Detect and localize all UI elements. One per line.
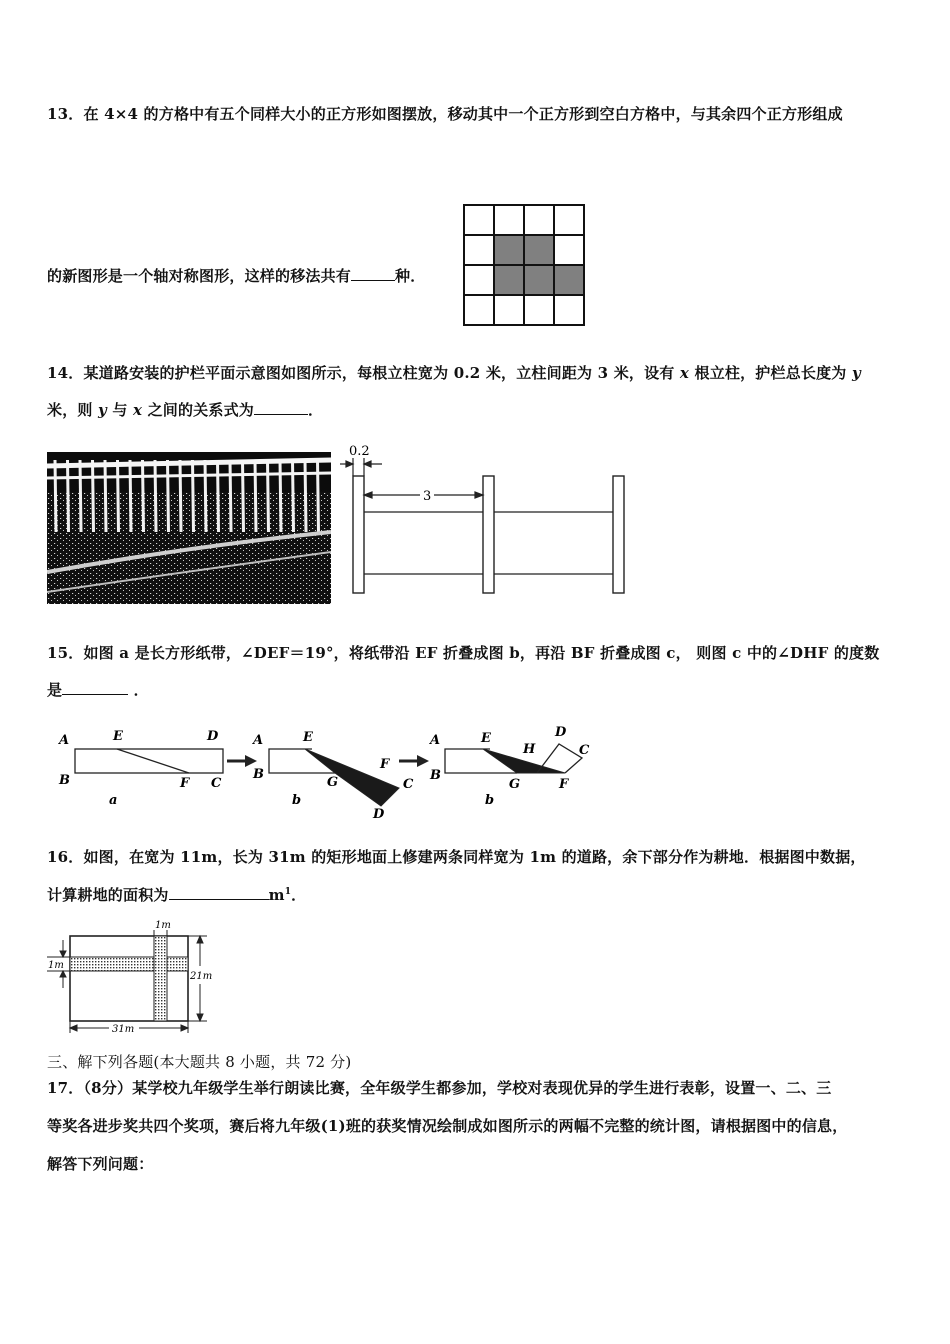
section-3-heading: 三、解下列各题(本大题共 8 小题，共 72 分) (47, 1053, 352, 1071)
q14-var-y-2: y (98, 401, 107, 419)
q15-text-b: ． (128, 681, 149, 699)
railing-bar (230, 460, 231, 532)
grid-cell-empty (524, 205, 554, 235)
fig-b-caption: b (292, 793, 302, 808)
grid-cell-empty (494, 205, 524, 235)
post-1 (353, 476, 364, 593)
road-vertical (154, 936, 167, 1021)
q17-line1: 17．（8分）某学校九年级学生举行朗读比赛，全年级学生都参加，学校对表现优异的学生进行表彰，设置一、二、三 (47, 1079, 832, 1097)
railing-bar (180, 460, 181, 532)
grid-cell-filled (494, 235, 524, 265)
fig-c-label-H: H (523, 742, 536, 757)
railing-bar (155, 460, 156, 532)
q14-line1 (47, 362, 861, 383)
road-horizontal (70, 957, 188, 971)
fig-a-label-D: D (207, 729, 219, 744)
grid-cell-empty (464, 235, 494, 265)
railing-bar (205, 460, 206, 532)
grid-cell-empty (464, 295, 494, 325)
railing-photo (47, 452, 331, 604)
q15-text-a: 是 (47, 681, 63, 699)
q16-answer-blank (169, 885, 269, 900)
q17-line3: 解答下列问题： (47, 1155, 154, 1173)
field-rect (70, 936, 188, 1021)
q13-answer-blank (351, 266, 395, 281)
fig-a-label-F: F (180, 776, 190, 791)
q15-answer-blank (62, 680, 128, 695)
q16-field-figure (47, 916, 227, 1038)
label-post-width: 0.2 (349, 444, 370, 459)
railing-bar (305, 460, 306, 532)
q16-unit: m (268, 886, 285, 904)
railing-bar (280, 460, 281, 532)
fig-c-caption: b (485, 793, 495, 808)
grid-cell-empty (554, 205, 584, 235)
grid-cell-empty (464, 205, 494, 235)
railing-bar (118, 460, 119, 532)
q16-text-a: 计算耕地的面积为 (47, 886, 169, 904)
q13-text-b: 种． (395, 267, 426, 285)
fig-b-label-B: B (253, 767, 264, 782)
railing-bar (268, 460, 269, 532)
grid-cell-empty (494, 295, 524, 325)
post-3 (613, 476, 624, 593)
dim-height: 21m (190, 971, 213, 982)
railing-bar (80, 460, 81, 532)
q16-text-c: ． (291, 886, 307, 904)
railing-bar (143, 460, 144, 532)
q14-answer-blank (254, 400, 308, 415)
grid-cell-empty (554, 235, 584, 265)
railing-schematic (340, 440, 640, 600)
fig-a-caption: a (109, 793, 118, 808)
fig-c-label-D: D (555, 725, 567, 740)
fig-b-label-A: A (253, 733, 264, 748)
railing-bar (105, 460, 106, 532)
fig-c-label-B: B (430, 768, 441, 783)
label-post-gap: 3 (423, 489, 432, 504)
grid-cell-filled (524, 265, 554, 295)
fig-b-label-G: G (327, 775, 339, 790)
railing-bar (130, 460, 131, 532)
q16-unit-sup: 1 (284, 887, 292, 897)
arrow-a-to-b (245, 755, 257, 767)
q14-text-4: 与 (106, 401, 133, 419)
fig-a-label-C: C (211, 776, 222, 791)
fig-c-label-F: F (559, 777, 569, 792)
railing-bar (55, 460, 56, 532)
q14-text-2: 根立柱，护栏总长度为 (689, 364, 852, 382)
strip-a (75, 749, 223, 773)
q16-line2 (47, 884, 306, 905)
fig-c-label-E: E (481, 731, 491, 746)
q16-line1: 16．如图，在宽为 11m，长为 31m 的矩形地面上修建两条同样宽为 1m 的道路，余下部分作为耕地．根据图中数据， (47, 848, 866, 866)
q13-text-a: 的新图形是一个轴对称图形，这样的移法共有 (47, 267, 352, 285)
grid-cell-empty (524, 295, 554, 325)
grid-cell-filled (554, 265, 584, 295)
fig-a-label-E: E (113, 729, 123, 744)
q13-line1: 13．在 4×4 的方格中有五个同样大小的正方形如图摆放，移动其中一个正方形到空白方格中，与其余四个正方形组成 (47, 105, 843, 123)
grid-cell-empty (464, 265, 494, 295)
grid-cell-filled (524, 235, 554, 265)
q14-var-y: y (851, 364, 861, 382)
dim-road-vertical: 1m (155, 920, 171, 931)
railing-bar (218, 460, 219, 532)
dim-length: 31m (112, 1024, 135, 1035)
fig-a-label-A: A (59, 733, 70, 748)
railing-bar (318, 460, 319, 532)
railing-bar (193, 460, 194, 532)
railing-bar (293, 460, 294, 532)
arrow-b-to-c (417, 755, 429, 767)
fig-b-label-C: C (403, 777, 414, 792)
fig-b-label-F: F (380, 757, 390, 772)
q14-text-5: 之间的关系式为 (142, 401, 254, 419)
q14-var-x: x (679, 364, 690, 382)
q13-grid-figure (462, 203, 586, 327)
q14-text-6: ． (307, 401, 324, 419)
railing-bar (68, 460, 69, 532)
fig-b-label-E: E (303, 730, 313, 745)
post-2 (483, 476, 494, 593)
q17-line2: 等奖各进步奖共四个奖项，赛后将九年级(1)班的获奖情况绘制成如图所示的两幅不完整的统计图，请根据图中的信息， (47, 1117, 848, 1135)
q14-var-x-2: x (133, 401, 143, 419)
q14-text-3: 米，则 (47, 401, 99, 419)
fig-c-label-C: C (579, 743, 590, 758)
q15-line1: 15．如图 a 是长方形纸带，∠DEF＝19°，将纸带沿 EF 折叠成图 b，再沿 BF 折叠成图 c， 则图 c 中的∠DHF 的度数 (47, 644, 880, 662)
railing-bar (168, 460, 169, 532)
dim-road-horizontal: 1m (48, 960, 64, 971)
railing-bar (93, 460, 94, 532)
q15-line2 (47, 679, 149, 700)
q14-line2 (47, 399, 323, 420)
grid-cell-empty (554, 295, 584, 325)
q13-line2 (47, 265, 425, 286)
q15-folding-figures (47, 722, 607, 822)
grid-cell-filled (494, 265, 524, 295)
railing-bar (255, 460, 256, 532)
fig-c-label-G: G (509, 777, 521, 792)
fig-c-label-A: A (430, 733, 441, 748)
fig-b-label-D: D (373, 807, 385, 822)
railing-bar (243, 460, 244, 532)
fig-a-label-B: B (59, 773, 70, 788)
q14-text-1: 14．某道路安装的护栏平面示意图如图所示，每根立柱宽为 0.2 米，立柱间距为 3 米，设有 (47, 364, 680, 382)
